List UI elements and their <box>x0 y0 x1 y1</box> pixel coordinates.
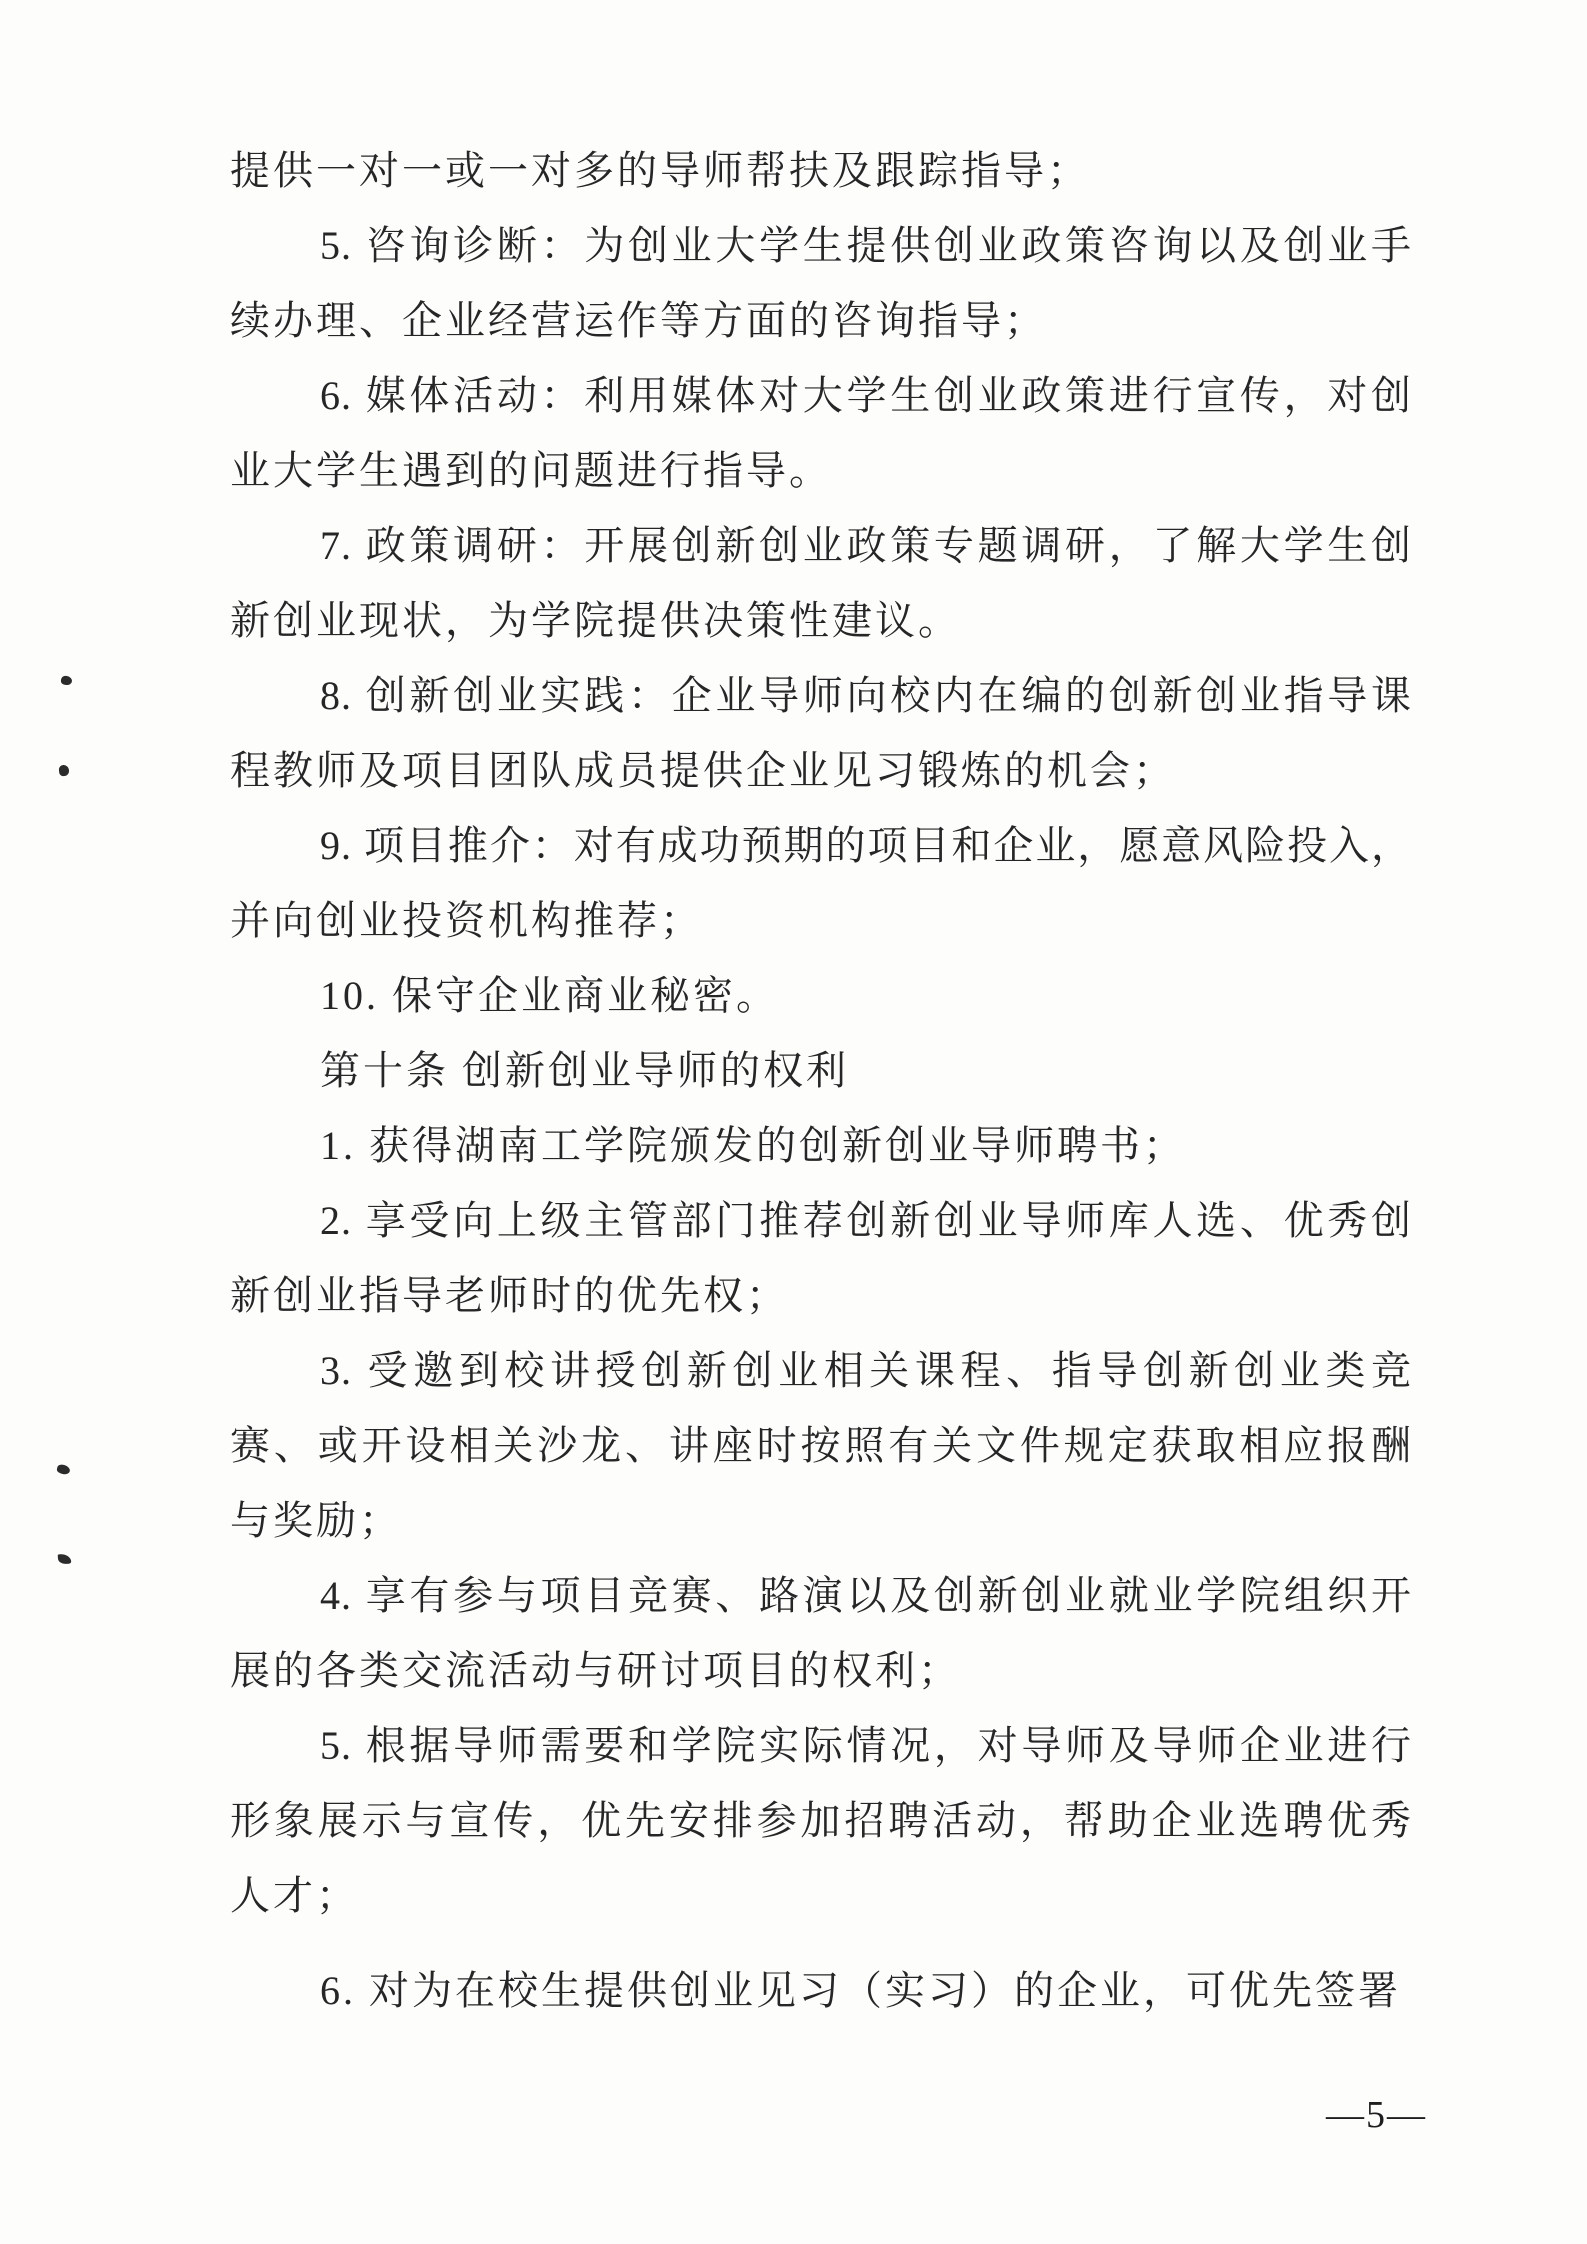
ink-speck <box>60 675 72 685</box>
text-line: 新创业现状，为学院提供决策性建议。 <box>230 598 961 643</box>
list-item-line: 5. 根据导师需要和学院实际情况，对导师及导师企业进行 <box>320 1723 1412 1768</box>
list-item-line: 3. 受邀到校讲授创新创业相关课程、指导创新创业类竞 <box>320 1348 1412 1393</box>
list-item-line: 2. 享受向上级主管部门推荐创新创业导师库人选、优秀创 <box>320 1198 1412 1243</box>
text-line: 提供一对一或一对多的导师帮扶及跟踪指导； <box>230 148 1090 193</box>
list-item-line: 4. 享有参与项目竞赛、路演以及创新创业就业学院组织开 <box>320 1573 1412 1618</box>
list-item-line: 10. 保守企业商业秘密。 <box>320 973 779 1018</box>
list-item-line: 8. 创新创业实践：企业导师向校内在编的创新创业指导课 <box>320 673 1412 718</box>
text-line: 新创业指导老师时的优先权； <box>230 1273 789 1318</box>
text-line: 并向创业投资机构推荐； <box>230 898 703 943</box>
list-item-line: 9. 项目推介：对有成功预期的项目和企业，愿意风险投入， <box>320 823 1412 868</box>
text-line: 业大学生遇到的问题进行指导。 <box>230 448 832 493</box>
text-line: 形象展示与宣传，优先安排参加招聘活动，帮助企业选聘优秀 <box>230 1798 1412 1843</box>
list-item-line: 1. 获得湖南工学院颁发的创新创业导师聘书； <box>320 1123 1186 1168</box>
text-line: 赛、或开设相关沙龙、讲座时按照有关文件规定获取相应报酬 <box>230 1423 1412 1468</box>
list-item-line: 7. 政策调研：开展创新创业政策专题调研，了解大学生创 <box>320 523 1412 568</box>
ink-speck <box>58 765 69 777</box>
text-line: 与奖励； <box>230 1498 402 1543</box>
ink-speck <box>58 1554 72 1565</box>
text-line: 程教师及项目团队成员提供企业见习锻炼的机会； <box>230 748 1176 793</box>
article-heading: 第十条 创新创业导师的权利 <box>320 1048 849 1093</box>
text-line: 人才； <box>230 1873 359 1918</box>
page-number: —5— <box>1326 2094 1427 2136</box>
text-line: 展的各类交流活动与研讨项目的权利； <box>230 1648 961 1693</box>
document-body <box>230 133 1412 2028</box>
list-item-line: 6. 对为在校生提供创业见习（实习）的企业，可优先签署 <box>320 1968 1401 2013</box>
ink-speck <box>56 1464 71 1476</box>
list-item-line: 6. 媒体活动：利用媒体对大学生创业政策进行宣传，对创 <box>320 373 1412 418</box>
list-item-line: 5. 咨询诊断：为创业大学生提供创业政策咨询以及创业手 <box>320 223 1412 268</box>
text-line: 续办理、企业经营运作等方面的咨询指导； <box>230 298 1047 343</box>
